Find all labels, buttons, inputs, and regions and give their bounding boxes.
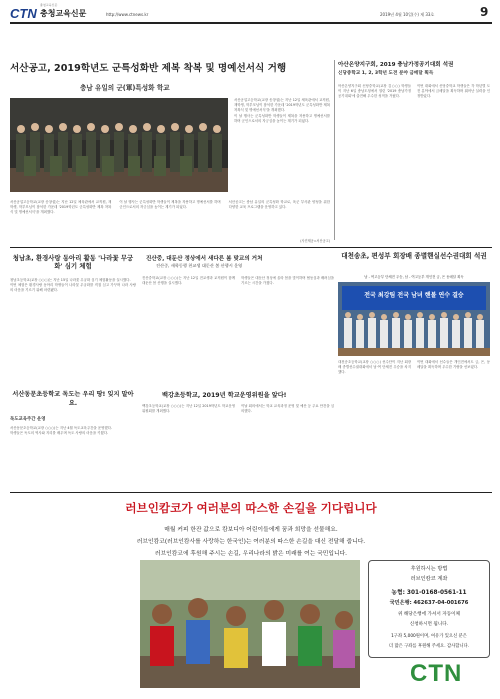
paper-name: 충청교육신문	[40, 9, 87, 18]
ad-box-line-2: 국민은행: 462637-04-001676	[389, 600, 469, 606]
article-2-title: 청남초, 환경사랑 동아리 활동 '나라꽃 무궁화' 심기 체험	[12, 254, 134, 270]
ad-box-title: 후원하시는 방법	[410, 566, 448, 572]
ad-box-line-6: 더 많은 구좌를 후원해 주세요. 감사합니다.	[388, 644, 470, 649]
side-article-1-title: 아산온양지구회, 2019 충남가정공기대회 석권	[338, 62, 454, 68]
article-2	[10, 254, 136, 384]
article-5-title: 백강초등학교, 2019년 학교운영위원을 앞다!	[162, 392, 287, 399]
side-article-1-body: 아산온양지구회 신당중학교(교장 김○○) 학생들이 지난 6일 충남도청에서 열린 '2019 충남가정공기대회'에 출전해 우수한 성적을 거뒀다. 이번 대회에서 신당중학교 학생들은 각 학년별 도전 분야에서 금메달을 획득하며 뛰어난 실력을 인정받았다.	[338, 84, 490, 99]
paper-url[interactable]: http://www.ctnews.kr	[106, 12, 149, 17]
ad-box-line-1: 농협: 301-0168-0561-11	[391, 590, 467, 596]
article-4-body: 대천송초등학교(교장 ○○○) 선수단이 지난 회장배 종별선수권대회에서 남·여 단체전 우승을 차지했다. 이번 대회에서 선수들은 개인전에서도 금, 은, 동메달을 획득하며 우수한 기량을 선보였다.	[338, 360, 490, 375]
brand-logo: CTN	[10, 6, 37, 21]
ad-line-1: 매월 커피 한잔 값으로 캄보디아 어린이들에게 꿈과 희망을 선물해요.	[164, 527, 338, 533]
side-article-1	[338, 60, 490, 240]
ad-box-line-4: 신청하시면 됩니다.	[409, 622, 449, 627]
article-5	[142, 390, 334, 474]
main-article-sidebar-text: 서산공업고등학교(교장 송창섭)는 지난 12일 체육관에서 교직원, 재학생, 학부모님이 참석한 가운데 '2019학년도 군특성화반 제복 착복식 및 명예선서식'을 개최했다. 이 날 행사는 군특성화반 학생들이 제복을 착용하고 명예선서를 하며 군인으로서의 자긍심을 높이는 계기가 되었다.	[234, 98, 330, 123]
main-article-subtitle: 충남 유일의 군(軍)특성화 학교	[80, 84, 170, 92]
paper-tagline: 충청교육신문	[40, 3, 58, 7]
main-article-caption: (사진제공=서산공고)	[300, 239, 330, 243]
ad-box-line-5: 1구좌 5,000원이며, 여유가 있으신 분은	[391, 634, 467, 639]
article-4-subtitle: 남 - 여고등부 단체전 우승, 남 - 여고등부 개인전 금, 은 동메달 획득	[364, 275, 464, 279]
article-5-body: 백강초등학교(교장 ○○○)는 지난 12일 2019학년도 학교운영위원회를 개최했다. 이날 회의에서는 학교 교육과정 운영 및 예산 등 주요 안건을 심의했다.	[142, 404, 334, 414]
main-article-photo	[10, 98, 228, 192]
article-4	[338, 252, 490, 400]
article-6-subtitle: 독도교육주간 운영	[10, 417, 46, 422]
ad-headline: 러브인캄코가 여러분의 따스한 손길을 기다립니다	[125, 501, 377, 515]
section-rule-1	[10, 247, 492, 248]
page-number: 9	[480, 5, 489, 19]
ad-line-2: 러브인캄코(러브인캄사를 사랑하는 한국인)는 여러분의 따스한 손길을 대신 전달해 줍니다.	[136, 539, 366, 545]
section-rule-2	[10, 492, 492, 493]
ad-box-org: 러브인캄코 계좌	[410, 576, 448, 582]
ad-ctn-logo: CTN	[410, 660, 463, 687]
side-article-1-subtitle: 신당중학교 1, 2, 3학년 도전 분야 금메달 획득	[338, 71, 434, 76]
masthead-rule	[10, 22, 492, 24]
article-3-subtitle: 진산중, 새학동행 천교생 대둔산 봄 산행시 운영	[156, 263, 243, 268]
article-4-title: 대천송초, 편성부 회장배 종별핸실선수권대회 석권	[341, 252, 487, 260]
article-3	[142, 254, 334, 388]
main-article	[10, 60, 330, 246]
article-3-title: 진산중, 대둔산 정상에서 새다른 봄 맞교의 거처	[146, 256, 263, 262]
ad-photo	[140, 560, 360, 688]
article-6	[10, 390, 136, 474]
article-4-banner: 전국 최강팀 전국 남녀 핸볼 연수 결승	[364, 292, 464, 299]
article-3-body: 진산중학교(교장 ○○○)는 지난 12일 전교생과 교직원이 함께 대둔산 봄 산행을 실시했다. 학생들은 대둔산 정상에 올라 봄을 맞이하며 협동심과 배려심을 기르는 시간을 가졌다.	[142, 276, 334, 286]
column-divider	[334, 60, 335, 240]
ad-donation-box	[368, 560, 490, 658]
article-2-body: 청남초등학교(교장 ○○○)는 지난 15일 나라꽃 무궁화 심기 체험활동을 실시했다. 이번 체험은 환경사랑 동아리 학생들이 나라꽃 무궁화를 직접 심고 가꾸며 나라 사랑의 마음을 기르기 위해 마련됐다.	[10, 278, 136, 293]
article-6-body: 서산동문초등학교(교장 ○○○)는 지난 4월 독도교육주간을 운영했다. 학생들은 독도의 역사와 지리를 배우며 독도 사랑의 마음을 키웠다.	[10, 426, 113, 436]
ad-line-3: 러브인캄코에 후원해 주시는 손길, 우리나라의 밝은 미래를 여는 국민입니다.	[154, 551, 348, 557]
ad-box-line-3: 위 해당은행에 가셔서 자동이체	[397, 612, 461, 617]
date-line: 2019년 4월 10일(수) 제 33호	[380, 12, 435, 17]
article-4-photo	[338, 282, 490, 356]
main-article-body: 서산공업고등학교(교장 송창섭)는 지난 12일 체육관에서 교직원, 재학생, 학부모님이 참석한 가운데 '2019학년도 군특성화반 제복 착복식 및 명예선서식'을 개최했다. 이 날 행사는 군특성화반 학생들이 제복을 착용하고 명예선서를 하며 군인으로서의 자긍심을 높이는 계기가 되었다. 서산공고는 충남 유일의 군특성화 학교로, 육군 부사관 양성을 위한 다양한 교육 프로그램을 운영하고 있다.	[10, 200, 330, 215]
ad-banner	[10, 496, 492, 692]
masthead	[10, 0, 492, 24]
main-article-title: 서산공고, 2019학년도 군특성화반 제복 착복 및 명예선서식 거행	[10, 63, 287, 74]
article-6-title: 서산동문초등학교 독도는 우리 땅! 잊지 말아요.	[12, 391, 134, 407]
